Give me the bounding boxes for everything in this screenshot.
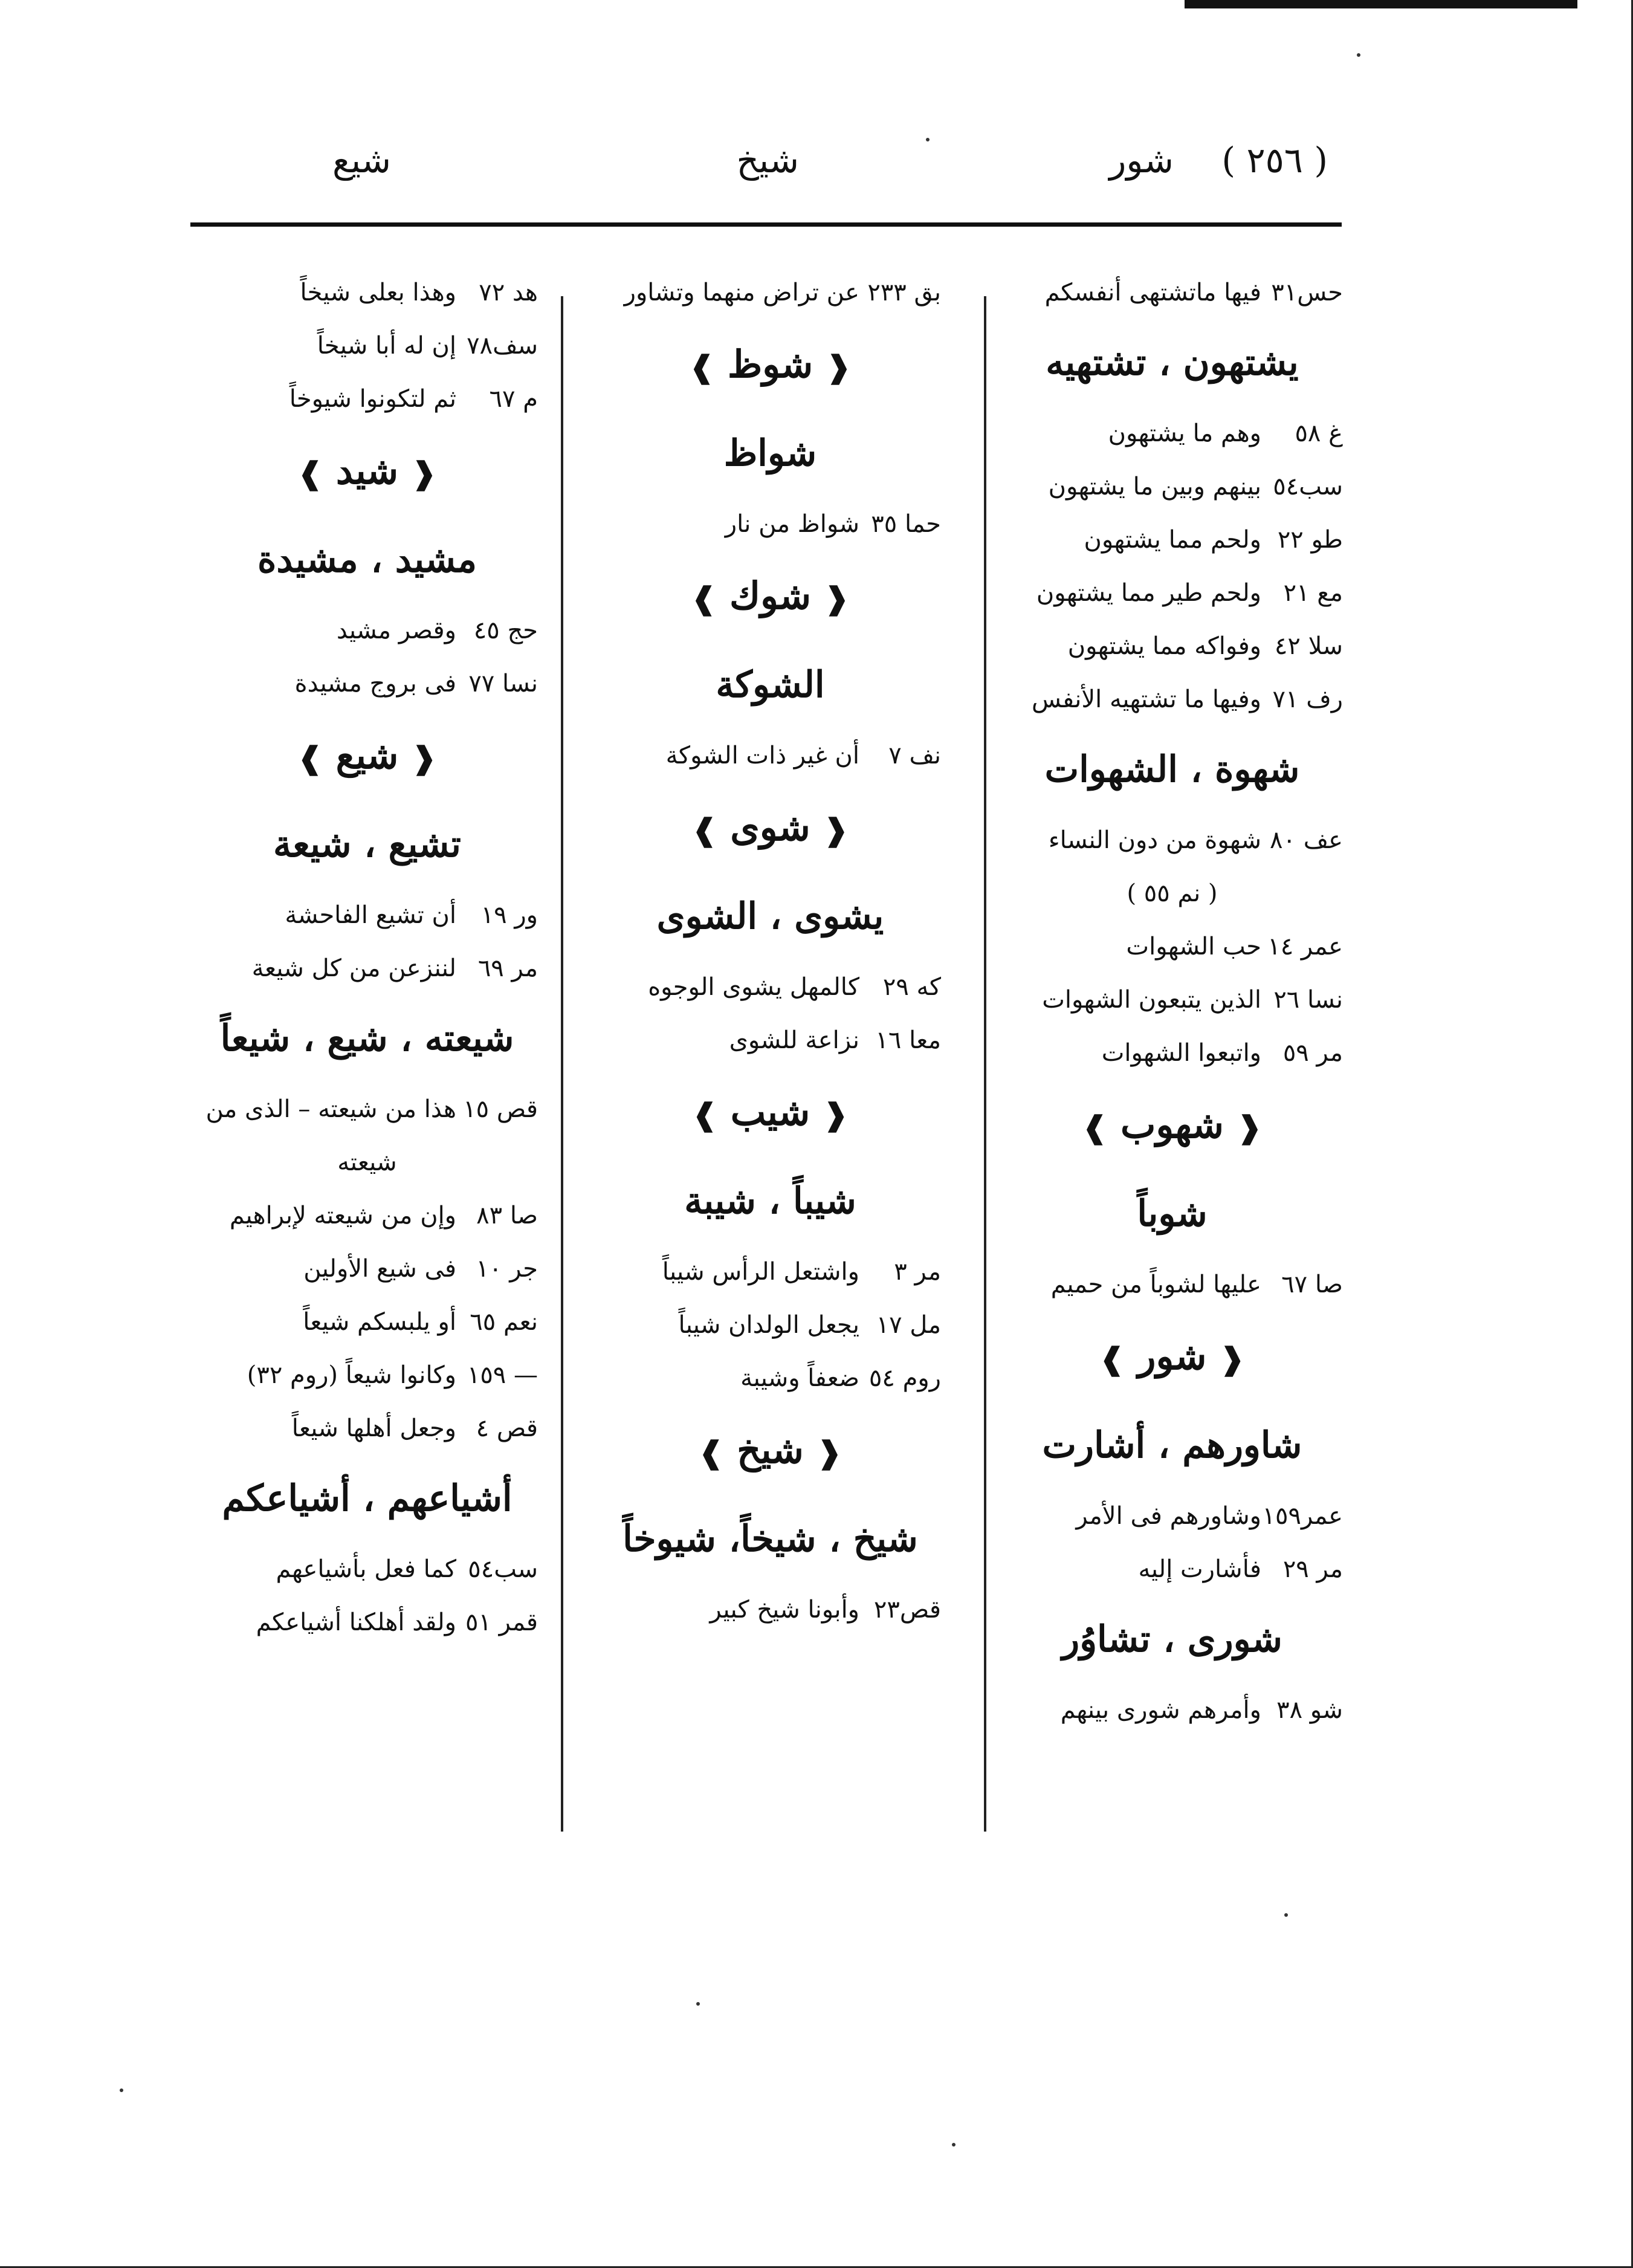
entry-text: وجعل أهلها شيعاً	[291, 1414, 456, 1442]
entry-row	[196, 1402, 538, 1455]
ornament-open-icon: ❰	[411, 740, 437, 776]
entry-row	[1001, 266, 1343, 319]
entry-text: وقصر مشيد	[336, 617, 456, 644]
entry-text: شهوة من دون النساء	[1048, 826, 1261, 854]
derived-word-heading: مشيد ، مشيدة	[257, 539, 477, 581]
entry-row	[600, 1298, 941, 1352]
ornament-close-icon: ❱	[1082, 1109, 1108, 1145]
entry-text: وفيها ما تشتهيه الأنفس	[1031, 685, 1261, 713]
entry-row	[600, 1583, 941, 1636]
ornament-close-icon: ❱	[692, 1097, 718, 1132]
derived-word-heading: شوباً	[1137, 1193, 1208, 1235]
entry-text: وإن من شيعته لإبراهيم	[229, 1202, 456, 1230]
verse-reference: نعم ٦٥	[470, 1308, 538, 1336]
derived-word-heading: شيعته ، شيع ، شيعاً	[220, 1017, 514, 1060]
verse-reference: مر ٣	[894, 1258, 941, 1286]
entry-text: بينهم وبين ما يشتهون	[1048, 473, 1261, 501]
entry-text: كالمهل يشوى الوجوه	[648, 973, 859, 1001]
root-heading	[600, 551, 941, 641]
entry-row	[1001, 814, 1343, 867]
verse-reference: عمر١٥٩	[1262, 1502, 1343, 1530]
ornament-open-icon: ❰	[411, 455, 437, 491]
column-left	[196, 266, 538, 1649]
root-heading	[600, 1405, 941, 1495]
entry-text: يجعل الولدان شيباً	[678, 1311, 859, 1339]
root-word: شور	[1137, 1334, 1207, 1378]
ornament-close-icon: ❱	[691, 580, 717, 616]
verse-reference: عمر ١٤	[1267, 933, 1343, 961]
entry-row	[196, 1295, 538, 1349]
verse-reference: سب٥٤	[468, 1555, 538, 1583]
header-root-right: شور	[1109, 140, 1174, 181]
root-word: شهوب	[1120, 1103, 1224, 1147]
entry-text: فأشارت إليه	[1138, 1555, 1261, 1583]
column-divider-left	[561, 296, 563, 1832]
column-center	[600, 266, 941, 1636]
derived-word-heading: شواظ	[723, 432, 817, 475]
ornament-close-icon: ❱	[691, 812, 717, 847]
entry-text: كما فعل بأشياعهم	[276, 1555, 456, 1583]
entry-text: نزاعة للشوى	[729, 1026, 859, 1054]
verse-reference: روم ٥٤	[868, 1364, 941, 1392]
derived-word-heading: الشوكة	[716, 664, 825, 706]
entry-row	[1001, 1683, 1343, 1737]
entry-text: لننزعن من كل شيعة	[251, 954, 456, 982]
entry-text: ثم لتكونوا شيوخاً	[289, 385, 456, 413]
ornament-close-icon: ❱	[689, 349, 715, 384]
ornament-close-icon: ❱	[698, 1434, 724, 1470]
entry-row	[1001, 1543, 1343, 1596]
scan-speck	[1357, 53, 1360, 57]
scan-speck	[696, 2002, 700, 2006]
top-edge-rule	[1185, 0, 1577, 8]
entry-row	[196, 266, 538, 319]
entry-row	[1001, 460, 1343, 513]
ornament-open-icon: ❰	[816, 1434, 842, 1470]
entry-row	[1001, 1489, 1343, 1543]
derived-word-heading: يشوى ، الشوى	[656, 895, 884, 938]
page-number: ( ٢٥٦ )	[1221, 140, 1328, 181]
entry-row	[600, 961, 941, 1014]
entry-text: ولقد أهلكنا أشياعكم	[256, 1609, 456, 1636]
verse-reference: مر ٥٩	[1282, 1039, 1343, 1067]
ornament-open-icon: ❰	[826, 349, 852, 384]
verse-reference: غ ٥٨	[1295, 420, 1343, 447]
verse-reference: قص ١٥	[463, 1095, 538, 1123]
entry-text: وهذا بعلى شيخاً	[300, 279, 456, 306]
entry-text: وهم ما يشتهون	[1108, 420, 1261, 447]
derived-word-heading: شورى ، تشاوُر	[1062, 1618, 1282, 1660]
verse-reference: صا ٦٧	[1281, 1271, 1343, 1298]
entry-row	[1001, 1258, 1343, 1311]
entry-text: واتبعوا الشهوات	[1101, 1039, 1261, 1067]
verse-reference: عف ٨٠	[1270, 826, 1343, 854]
root-heading	[196, 710, 538, 801]
root-heading	[196, 426, 538, 516]
root-word: شيع	[335, 733, 399, 777]
verse-reference: بق ٢٣٣	[867, 279, 941, 306]
derived-word-heading: شاورهم ، أشارت	[1042, 1424, 1302, 1466]
entry-row	[1001, 673, 1343, 726]
entry-row	[1001, 920, 1343, 973]
entry-text: ولحم طير مما يشتهون	[1036, 579, 1261, 607]
verse-reference: نسا ٢٦	[1273, 986, 1343, 1014]
entry-row	[600, 497, 941, 551]
entry-continuation: شيعته	[337, 1149, 397, 1176]
entry-row	[600, 1245, 941, 1298]
verse-reference: قص٢٣	[873, 1596, 941, 1624]
entry-text: ولحم مما يشتهون	[1084, 526, 1261, 554]
verse-reference: نف ٧	[888, 742, 941, 770]
ornament-close-icon: ❱	[297, 740, 323, 776]
entry-row	[600, 266, 941, 319]
root-word: شوك	[729, 574, 812, 618]
verse-reference: مع ٢١	[1283, 579, 1343, 607]
root-word: شيب	[730, 1090, 810, 1134]
verse-reference: حما ٣٥	[871, 510, 941, 538]
entry-row	[196, 657, 538, 710]
entry-text: عليها لشوباً من حميم	[1050, 1271, 1261, 1298]
verse-reference: مر ٦٩	[477, 954, 538, 982]
entry-row	[196, 1543, 538, 1596]
entry-row	[196, 372, 538, 426]
entry-text: فى شيع الأولين	[303, 1255, 456, 1283]
ornament-open-icon: ❰	[824, 580, 850, 616]
verse-reference: هد ٧٢	[479, 279, 538, 306]
entry-text: أن غير ذات الشوكة	[665, 742, 859, 770]
entry-text: فى بروج مشيدة	[294, 670, 456, 698]
entry-row	[1001, 1026, 1343, 1080]
verse-reference: كه ٢٩	[882, 973, 941, 1001]
entry-row	[1001, 513, 1343, 566]
verse-reference: ور ١٩	[480, 901, 538, 929]
root-heading	[1001, 1080, 1343, 1170]
entry-row	[600, 1014, 941, 1067]
entry-row	[196, 1596, 538, 1649]
entry-row	[600, 1352, 941, 1405]
root-word: شيخ	[737, 1428, 804, 1472]
verse-reference: حس٣١	[1271, 279, 1343, 306]
entry-continuation: ( نم ٥٥ )	[1127, 880, 1218, 907]
verse-reference: سب٥٤	[1273, 473, 1343, 501]
verse-reference: حج ٤٥	[473, 617, 538, 644]
entry-text: عن تراض منهما وتشاور	[624, 279, 859, 306]
entry-row	[196, 604, 538, 657]
entry-text: حب الشهوات	[1126, 933, 1261, 961]
derived-word-heading: شهوة ، الشهوات	[1044, 748, 1300, 791]
entry-row	[196, 942, 538, 995]
derived-word-heading: شيخ ، شيخاً، شيوخاً	[622, 1518, 918, 1560]
verse-reference: سلا ٤٢	[1274, 632, 1343, 660]
verse-reference: شو ٣٨	[1276, 1696, 1343, 1724]
derived-word-heading: تشيع ، شيعة	[273, 823, 461, 866]
root-word: شوظ	[727, 342, 813, 386]
entry-row	[196, 889, 538, 942]
entry-text: ضعفاً وشيبة	[740, 1364, 859, 1392]
root-heading	[600, 1067, 941, 1158]
header-root-left: شيع	[332, 140, 391, 181]
ornament-open-icon: ❰	[823, 812, 849, 847]
verse-reference: مر ٢٩	[1282, 1555, 1343, 1583]
ornament-close-icon: ❱	[297, 455, 323, 491]
scan-speck	[120, 2088, 123, 2092]
scan-speck	[926, 138, 930, 141]
entry-text: فيها ماتشتهى أنفسكم	[1044, 279, 1261, 306]
entry-text: وأمرهم شورى بينهم	[1060, 1696, 1261, 1724]
derived-word-heading: يشتهون ، تشتهيه	[1046, 342, 1299, 384]
verse-reference: مل ١٧	[876, 1311, 941, 1339]
header-rule	[190, 222, 1342, 227]
verse-reference: نسا ٧٧	[468, 670, 538, 698]
verse-reference: سف٧٨	[467, 332, 538, 360]
entry-row	[196, 319, 538, 372]
entry-row	[1001, 566, 1343, 620]
entry-text: أو يلبسكم شيعاً	[303, 1308, 456, 1336]
entry-text: شواظ من نار	[725, 510, 859, 538]
ornament-open-icon: ❰	[1220, 1341, 1245, 1376]
verse-reference: صا ٨٣	[476, 1202, 538, 1230]
scan-speck	[1284, 1913, 1288, 1917]
verse-reference: قمر ٥١	[465, 1609, 538, 1636]
verse-reference: معا ١٦	[875, 1026, 941, 1054]
derived-word-heading: شيباً ، شيبة	[684, 1180, 856, 1222]
verse-reference: رف ٧١	[1272, 685, 1343, 713]
entry-row	[1001, 407, 1343, 460]
header-root-center: شيخ	[736, 140, 799, 181]
ornament-close-icon: ❱	[1099, 1341, 1125, 1376]
scan-speck	[952, 2143, 956, 2146]
root-word: شيد	[335, 449, 399, 493]
derived-word-heading: أشياعهم ، أشياعكم	[222, 1477, 513, 1520]
verse-reference: قص ٤	[476, 1414, 538, 1442]
ornament-open-icon: ❰	[823, 1097, 849, 1132]
root-heading	[1001, 1311, 1343, 1402]
column-right	[1001, 266, 1343, 1737]
entry-text: وفواكه مما يشتهون	[1067, 632, 1261, 660]
verse-reference: م ٦٧	[489, 385, 538, 413]
entry-text: وأبونا شيخ كبير	[710, 1596, 859, 1624]
entry-text: إن له أبا شيخاً	[317, 332, 456, 360]
verse-reference: جر ١٠	[476, 1255, 538, 1283]
root-heading	[600, 782, 941, 873]
entry-row	[196, 1189, 538, 1242]
entry-row	[1001, 620, 1343, 673]
root-word: شوى	[730, 805, 810, 849]
entry-row	[196, 1349, 538, 1402]
entry-text: وشاورهم فى الأمر	[1076, 1502, 1261, 1530]
entry-row	[196, 1083, 538, 1136]
entry-row	[1001, 973, 1343, 1026]
ornament-open-icon: ❰	[1237, 1109, 1263, 1145]
verse-reference: طو ٢٢	[1277, 526, 1343, 554]
entry-text: الذين يتبعون الشهوات	[1042, 986, 1261, 1014]
entry-row	[600, 729, 941, 782]
entry-text: وكانوا شيعاً (روم ٣٢)	[247, 1361, 456, 1389]
entry-text: هذا من شيعته – الذى من	[205, 1095, 456, 1123]
entry-text: واشتعل الرأس شيباً	[662, 1258, 859, 1286]
entry-row	[196, 1242, 538, 1295]
verse-reference: — ١٥٩	[467, 1361, 538, 1389]
root-heading	[600, 319, 941, 410]
entry-text: أن تشيع الفاحشة	[285, 901, 456, 929]
column-divider-right	[984, 296, 986, 1832]
